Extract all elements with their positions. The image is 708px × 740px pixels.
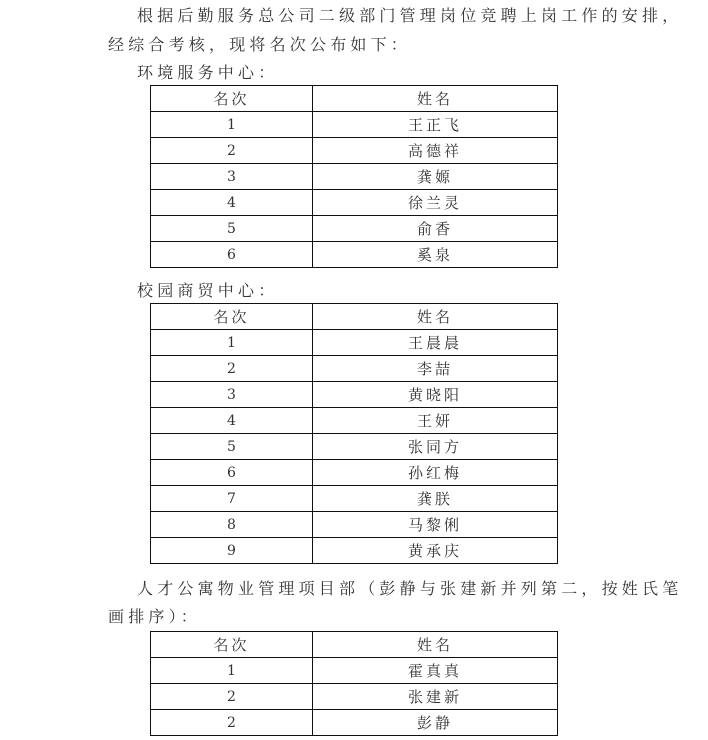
name-cell: 俞香 bbox=[313, 216, 558, 242]
table-row bbox=[151, 242, 558, 268]
name-cell: 奚泉 bbox=[313, 242, 558, 268]
table-row bbox=[151, 710, 558, 736]
table-row bbox=[151, 356, 558, 382]
section-title-environment: 环境服务中心： bbox=[137, 63, 279, 82]
name-cell: 徐兰灵 bbox=[313, 190, 558, 216]
rank-cell: 9 bbox=[151, 538, 313, 564]
table-campus-trade bbox=[150, 303, 558, 564]
rank-cell: 7 bbox=[151, 486, 313, 512]
rank-cell: 5 bbox=[151, 434, 313, 460]
section-title-campus-trade: 校园商贸中心： bbox=[137, 281, 279, 300]
table-row bbox=[151, 382, 558, 408]
table-row bbox=[151, 684, 558, 710]
name-cell: 张同方 bbox=[313, 434, 558, 460]
table-row bbox=[151, 486, 558, 512]
table-row bbox=[151, 408, 558, 434]
table-talent-apartment bbox=[150, 631, 558, 736]
name-cell: 彭静 bbox=[313, 710, 558, 736]
table-environment bbox=[150, 85, 558, 268]
table-row bbox=[151, 164, 558, 190]
name-cell: 王正飞 bbox=[313, 112, 558, 138]
table-row bbox=[151, 512, 558, 538]
name-cell: 李喆 bbox=[313, 356, 558, 382]
rank-cell: 8 bbox=[151, 512, 313, 538]
name-cell: 龚嫄 bbox=[313, 164, 558, 190]
table-header-row bbox=[151, 304, 558, 330]
rank-cell: 1 bbox=[151, 658, 313, 684]
table-row bbox=[151, 190, 558, 216]
table-row bbox=[151, 658, 558, 684]
table-header-row bbox=[151, 86, 558, 112]
rank-cell: 1 bbox=[151, 112, 313, 138]
rank-cell: 4 bbox=[151, 408, 313, 434]
rank-cell: 4 bbox=[151, 190, 313, 216]
header-name: 姓名 bbox=[313, 632, 558, 658]
table-row bbox=[151, 538, 558, 564]
rank-cell: 3 bbox=[151, 382, 313, 408]
table-row bbox=[151, 330, 558, 356]
name-cell: 孙红梅 bbox=[313, 460, 558, 486]
rank-cell: 6 bbox=[151, 242, 313, 268]
name-cell: 龚朕 bbox=[313, 486, 558, 512]
rank-cell: 2 bbox=[151, 138, 313, 164]
rank-cell: 1 bbox=[151, 330, 313, 356]
name-cell: 马黎俐 bbox=[313, 512, 558, 538]
table-row bbox=[151, 434, 558, 460]
rank-cell: 5 bbox=[151, 216, 313, 242]
name-cell: 高德祥 bbox=[313, 138, 558, 164]
table-row bbox=[151, 216, 558, 242]
section-title-talent-apartment-line-1: 人才公寓物业管理项目部（彭静与张建新并列第二，按姓氏笔 bbox=[137, 579, 683, 598]
intro-line-1: 根据后勤服务总公司二级部门管理岗位竞聘上岗工作的安排， bbox=[137, 6, 683, 25]
table-row bbox=[151, 138, 558, 164]
header-rank: 名次 bbox=[151, 632, 313, 658]
table-row bbox=[151, 112, 558, 138]
header-rank: 名次 bbox=[151, 304, 313, 330]
name-cell: 张建新 bbox=[313, 684, 558, 710]
header-name: 姓名 bbox=[313, 86, 558, 112]
header-rank: 名次 bbox=[151, 86, 313, 112]
header-name: 姓名 bbox=[313, 304, 558, 330]
rank-cell: 3 bbox=[151, 164, 313, 190]
table-row bbox=[151, 460, 558, 486]
rank-cell: 2 bbox=[151, 684, 313, 710]
name-cell: 王妍 bbox=[313, 408, 558, 434]
rank-cell: 2 bbox=[151, 356, 313, 382]
name-cell: 黄晓阳 bbox=[313, 382, 558, 408]
intro-line-2: 经综合考核，现将名次公布如下： bbox=[108, 35, 412, 54]
table-header-row bbox=[151, 632, 558, 658]
name-cell: 黄承庆 bbox=[313, 538, 558, 564]
name-cell: 王晨晨 bbox=[313, 330, 558, 356]
name-cell: 霍真真 bbox=[313, 658, 558, 684]
section-title-talent-apartment-line-2: 画排序）： bbox=[108, 607, 202, 626]
rank-cell: 6 bbox=[151, 460, 313, 486]
rank-cell: 2 bbox=[151, 710, 313, 736]
